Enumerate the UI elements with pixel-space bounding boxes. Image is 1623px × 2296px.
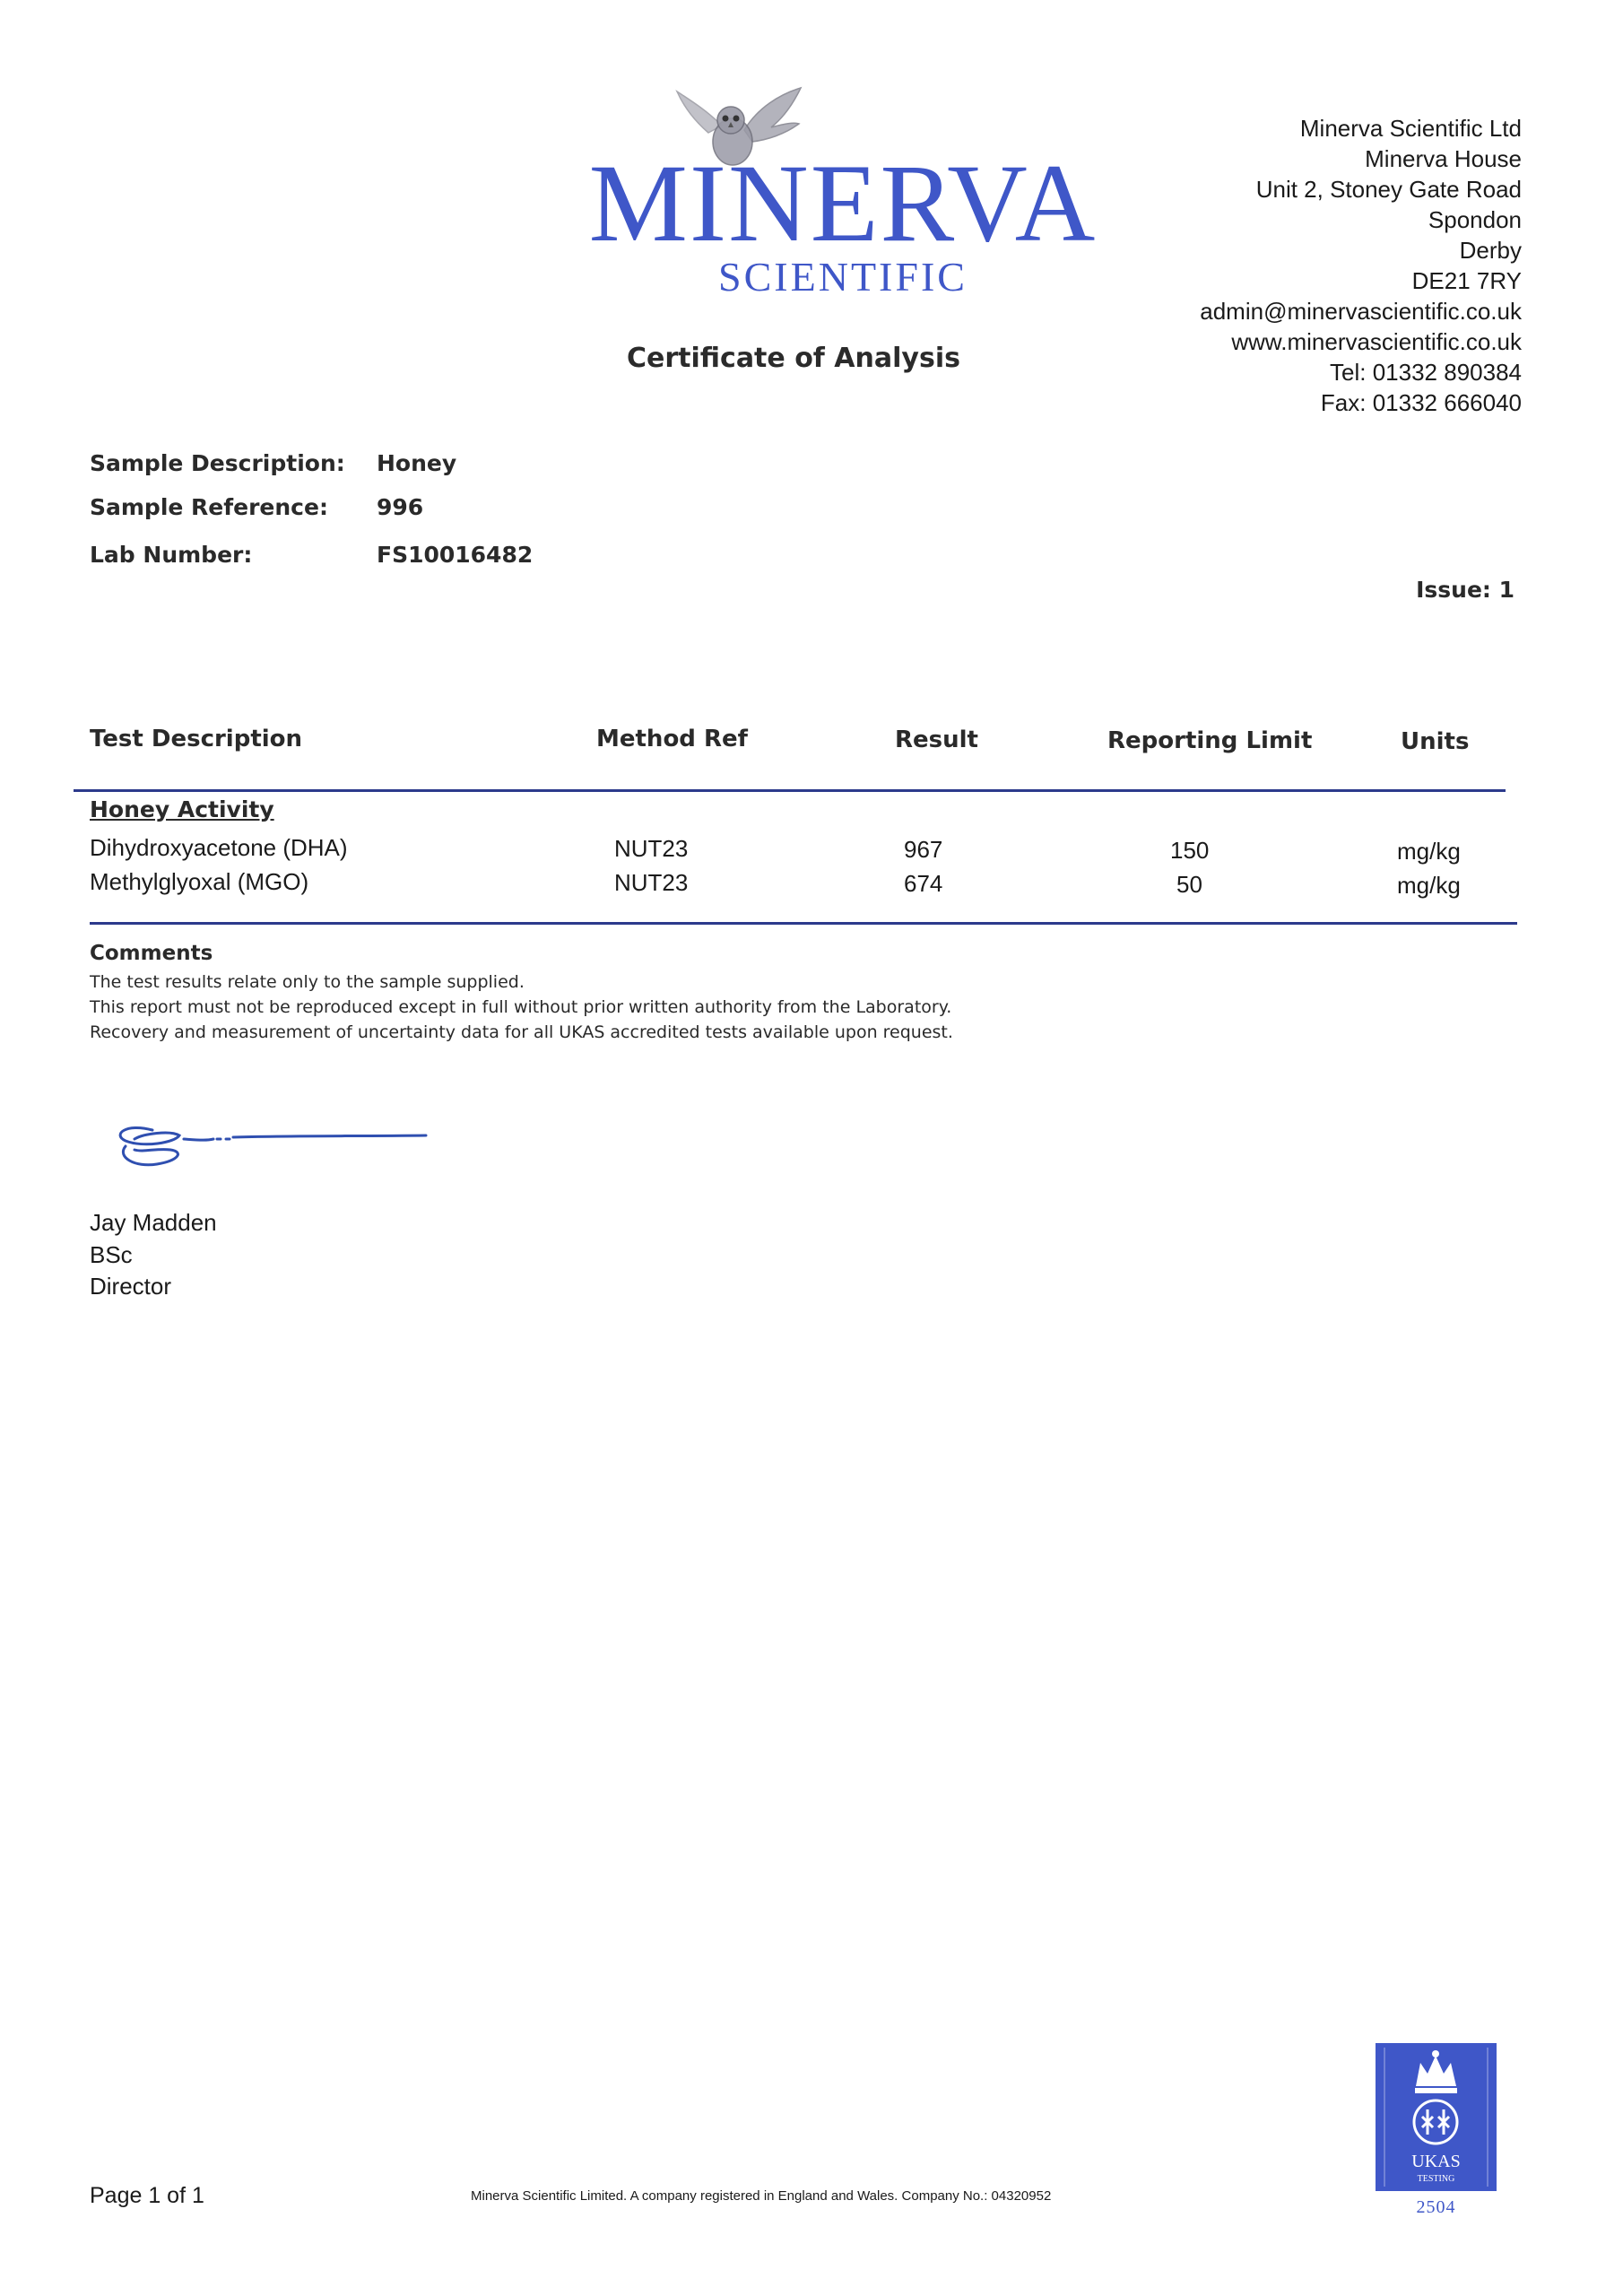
comment-line: The test results relate only to the sample supplied.	[90, 972, 525, 992]
ukas-number: 2504	[1416, 2197, 1456, 2217]
header-result: Result	[895, 726, 978, 753]
sample-reference-label: Sample Reference:	[90, 494, 328, 520]
signatory-qualification: BSc	[90, 1241, 133, 1268]
row-2-limit: 50	[1176, 871, 1202, 898]
table-bottom-rule	[90, 922, 1517, 925]
logo-subtitle: SCIENTIFIC	[718, 254, 968, 300]
address-line: Spondon	[1428, 206, 1522, 233]
ukas-accreditation-logo	[1376, 2043, 1497, 2191]
row-2-result: 674	[904, 870, 943, 897]
address-line: Minerva House	[1365, 145, 1522, 172]
page-number: Page 1 of 1	[90, 2183, 204, 2208]
row-1-limit: 150	[1170, 837, 1210, 864]
logo-wordmark: MINERVA	[588, 142, 1098, 265]
signature-image	[108, 1103, 439, 1175]
address-line: DE21 7RY	[1411, 267, 1522, 294]
issue-number: Issue: 1	[1416, 577, 1515, 603]
lab-number-value: FS10016482	[377, 542, 534, 568]
company-address	[1200, 113, 1522, 418]
table-top-rule	[74, 789, 1506, 792]
address-line: Minerva Scientific Ltd	[1299, 115, 1522, 142]
row-1-result: 967	[904, 836, 943, 863]
address-line: Unit 2, Stoney Gate Road	[1255, 176, 1522, 203]
address-tel: Tel: 01332 890384	[1330, 359, 1522, 386]
lab-number-label: Lab Number:	[90, 542, 253, 568]
header-reporting-limit: Reporting Limit	[1107, 727, 1313, 754]
document-title: Certificate of Analysis	[627, 343, 960, 374]
row-2-method: NUT23	[614, 869, 689, 896]
header-test-description: Test Description	[90, 726, 303, 752]
comment-line: Recovery and measurement of uncertainty data for all UKAS accredited tests available upon request.	[90, 1022, 953, 1042]
address-email[interactable]: admin@minervascientific.co.uk	[1200, 298, 1522, 325]
sample-reference-value: 996	[377, 494, 424, 520]
company-registration-note: Minerva Scientific Limited. A company registered in England and Wales. Company No.: 04320952	[471, 2188, 1052, 2204]
sample-description-value: Honey	[377, 450, 457, 476]
comments-heading: Comments	[90, 942, 213, 965]
header-method-ref: Method Ref	[596, 726, 748, 752]
row-1-test: Dihydroxyacetone (DHA)	[90, 834, 348, 861]
row-2-units: mg/kg	[1397, 872, 1461, 899]
header-units: Units	[1401, 728, 1470, 755]
signatory-name: Jay Madden	[90, 1209, 217, 1236]
signatory-role: Director	[90, 1273, 172, 1300]
address-line: Derby	[1459, 237, 1522, 264]
sample-description-label: Sample Description:	[90, 450, 345, 476]
ukas-label: UKAS	[1411, 2152, 1461, 2171]
row-2-test: Methylglyoxal (MGO)	[90, 868, 309, 895]
group-heading: Honey Activity	[90, 796, 274, 822]
row-1-units: mg/kg	[1397, 838, 1461, 865]
address-fax: Fax: 01332 666040	[1320, 389, 1522, 416]
ukas-sublabel: TESTING	[1417, 2174, 1455, 2184]
address-website[interactable]: www.minervascientific.co.uk	[1231, 328, 1522, 355]
row-1-method: NUT23	[614, 835, 689, 862]
comment-line: This report must not be reproduced except in full without prior written authority from the Laboratory.	[90, 997, 952, 1017]
